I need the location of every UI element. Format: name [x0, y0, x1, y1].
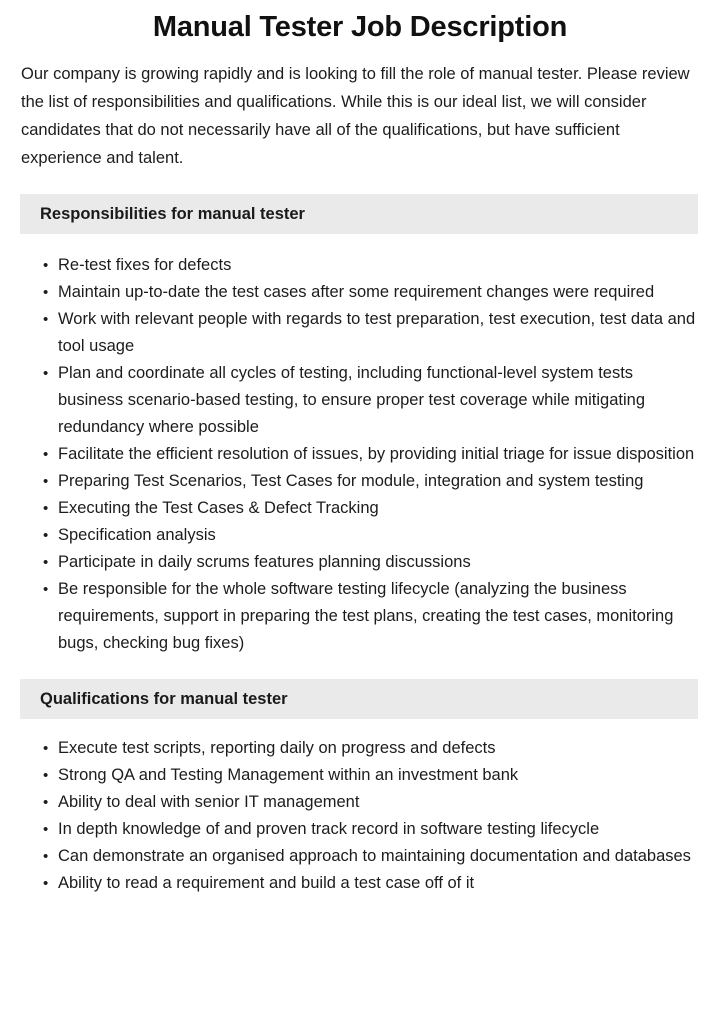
list-item: • Work with relevant people with regards to test preparation, test execution, test data and tool usage [58, 306, 698, 360]
list-item: • Plan and coordinate all cycles of testing, including functional-level system tests business scenario-based testing, to ensure proper test coverage while mitigating redundancy where possible [58, 360, 698, 441]
list-item: • Executing the Test Cases & Defect Tracking [58, 495, 698, 522]
qualifications-list [0, 719, 720, 897]
responsibilities-section [0, 194, 720, 657]
list-item: • Ability to read a requirement and build a test case off of it [58, 870, 698, 897]
list-item: • Ability to deal with senior IT management [58, 789, 698, 816]
list-item: • Preparing Test Scenarios, Test Cases for module, integration and system testing [58, 468, 698, 495]
responsibilities-section-header [20, 194, 698, 234]
list-item: • Facilitate the efficient resolution of issues, by providing initial triage for issue disposition [58, 441, 698, 468]
list-item: • In depth knowledge of and proven track record in software testing lifecycle [58, 816, 698, 843]
responsibilities-heading: Responsibilities for manual tester [40, 205, 305, 223]
list-item: • Maintain up-to-date the test cases after some requirement changes were required [58, 279, 698, 306]
list-item: • Strong QA and Testing Management within an investment bank [58, 762, 698, 789]
list-item: • Execute test scripts, reporting daily on progress and defects [58, 735, 698, 762]
qualifications-section-header [20, 679, 698, 719]
list-item: • Participate in daily scrums features planning discussions [58, 549, 698, 576]
intro-paragraph: Our company is growing rapidly and is looking to fill the role of manual tester. Please review the list of responsibilities and qualifications. While this is our ideal list, we will consider candidates that do not necessarily have all of the qualifications, but have sufficient experience and talent. [21, 65, 690, 167]
list-item: • Re-test fixes for defects [58, 252, 698, 279]
list-item: • Can demonstrate an organised approach to maintaining documentation and databases [58, 843, 698, 870]
page-title: Manual Tester Job Description [152, 11, 568, 43]
responsibilities-list [0, 234, 720, 657]
list-item: • Specification analysis [58, 522, 698, 549]
list-item: • Be responsible for the whole software testing lifecycle (analyzing the business requirements, support in preparing the test plans, creating the test cases, monitoring bugs, checking bug fixes) [58, 576, 698, 657]
qualifications-section [0, 679, 720, 897]
qualifications-heading: Qualifications for manual tester [40, 690, 288, 708]
